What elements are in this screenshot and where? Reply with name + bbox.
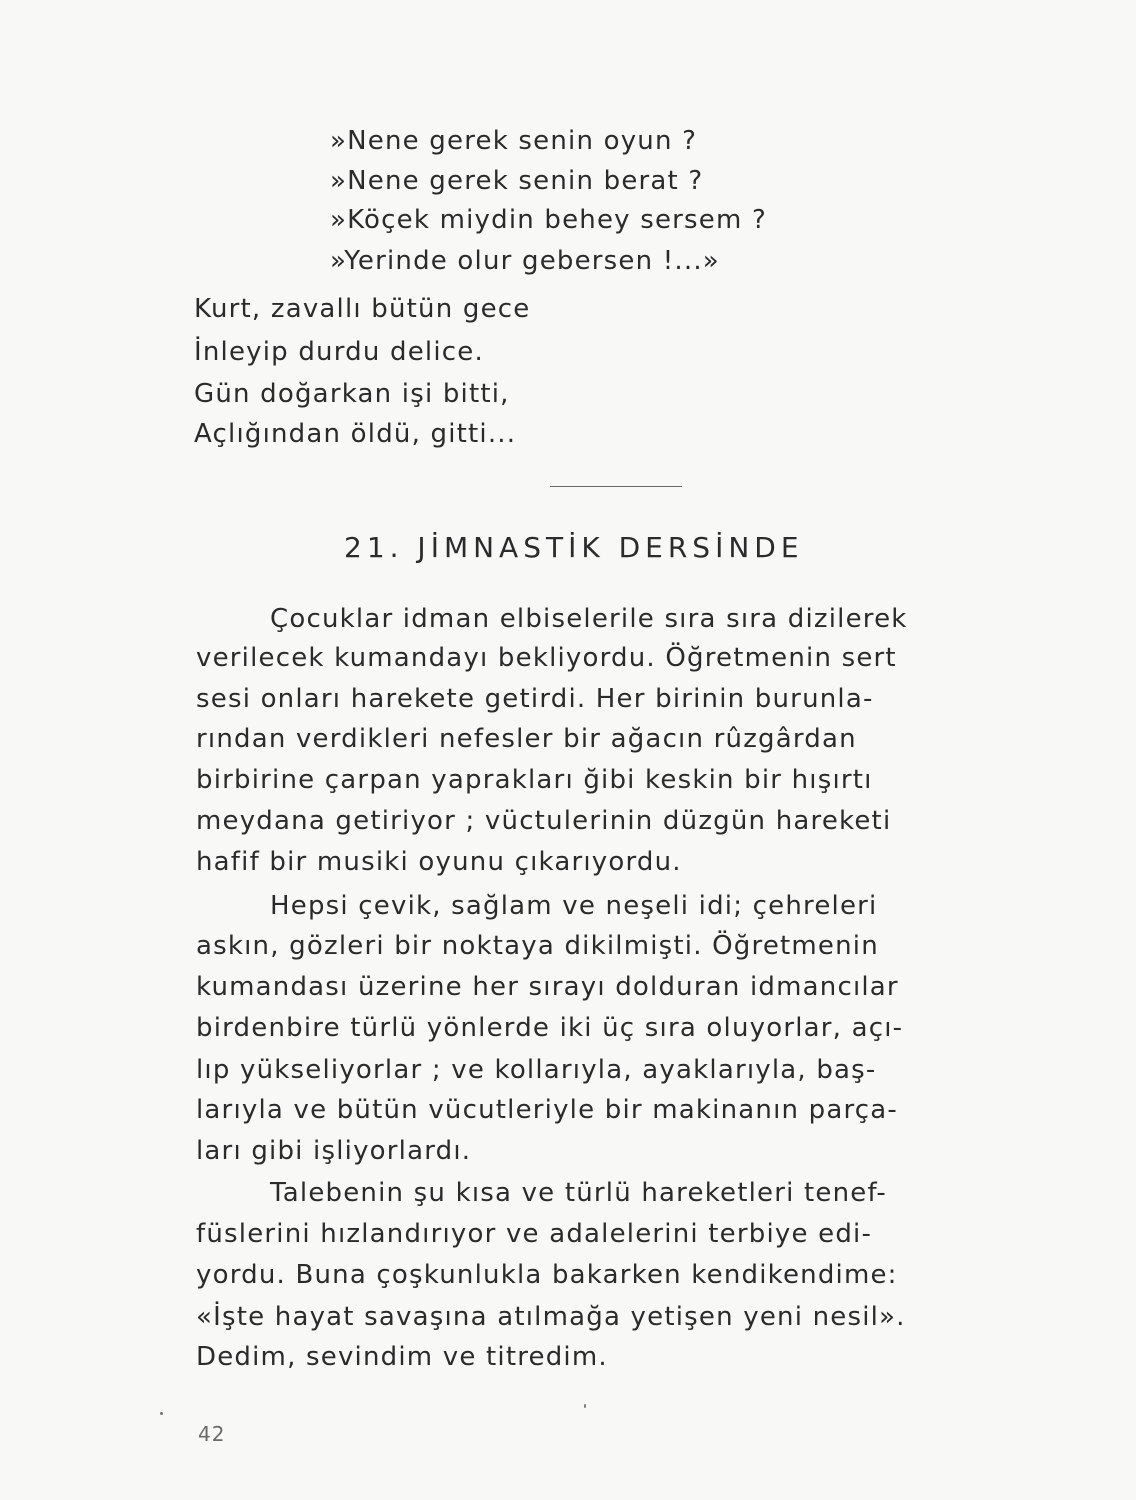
print-speck: [584, 1404, 586, 1408]
poem-line: Açlığından öldü, gitti...: [194, 419, 517, 449]
body-line: verilecek kumandayı bekliyordu. Öğretmenin sert: [196, 643, 897, 673]
section-divider: [550, 486, 682, 487]
body-line: sesi onları harekete getirdi. Her birinin burunla-: [196, 684, 874, 714]
body-line: füslerini hızlandırıyor ve adalelerini terbiye edi-: [196, 1219, 873, 1249]
body-line: Talebenin şu kısa ve türlü hareketleri tenef-: [270, 1178, 887, 1208]
section-title: 21. JİMNASTİK DERSİNDE: [344, 531, 804, 564]
poem-quoted-line: »Yerinde olur gebersen !...»: [330, 246, 720, 276]
poem-line: Kurt, zavallı bütün gece: [194, 294, 531, 324]
body-line: kumandası üzerine her sırayı dolduran idmancılar: [196, 972, 899, 1002]
body-line: rından verdikleri nefesler bir ağacın rûzgârdan: [196, 724, 857, 754]
print-speck: [160, 1412, 163, 1415]
poem-quoted-line: »Nene gerek senin berat ?: [330, 166, 704, 196]
body-line: ları gibi işliyorlardı.: [196, 1136, 472, 1166]
poem-line: İnleyip durdu delice.: [194, 337, 484, 367]
body-line: lıp yükseliyorlar ; ve kollarıyla, ayaklarıyla, baş-: [196, 1055, 877, 1085]
body-line: larıyla ve bütün vücutleriyle bir makinanın parça-: [196, 1095, 899, 1125]
body-line: yordu. Buna çoşkunlukla bakarken kendikendime:: [196, 1260, 898, 1290]
body-line: birbirine çarpan yaprakları ğibi keskin bir hışırtı: [196, 765, 873, 795]
body-line: birdenbire türlü yönlerde iki üç sıra oluyorlar, açı-: [196, 1013, 904, 1043]
body-line: «İşte hayat savaşına atılmağa yetişen yeni nesil».: [196, 1302, 906, 1332]
body-line: meydana getiriyor ; vüctulerinin düzgün hareketi: [196, 806, 892, 836]
body-line: Çocuklar idman elbiselerile sıra sıra dizilerek: [270, 604, 908, 634]
body-line: Dedim, sevindim ve titredim.: [196, 1342, 608, 1372]
body-line: hafif bir musiki oyunu çıkarıyordu.: [196, 847, 682, 877]
body-line: Hepsi çevik, sağlam ve neşeli idi; çehreleri: [270, 891, 878, 921]
body-line: askın, gözleri bir noktaya dikilmişti. Öğretmenin: [196, 931, 879, 961]
page-number: 42: [198, 1422, 226, 1446]
poem-quoted-line: »Nene gerek senin oyun ?: [330, 126, 698, 156]
poem-quoted-line: »Köçek miydin behey sersem ?: [330, 205, 767, 235]
poem-line: Gün doğarkan işi bitti,: [194, 379, 510, 409]
